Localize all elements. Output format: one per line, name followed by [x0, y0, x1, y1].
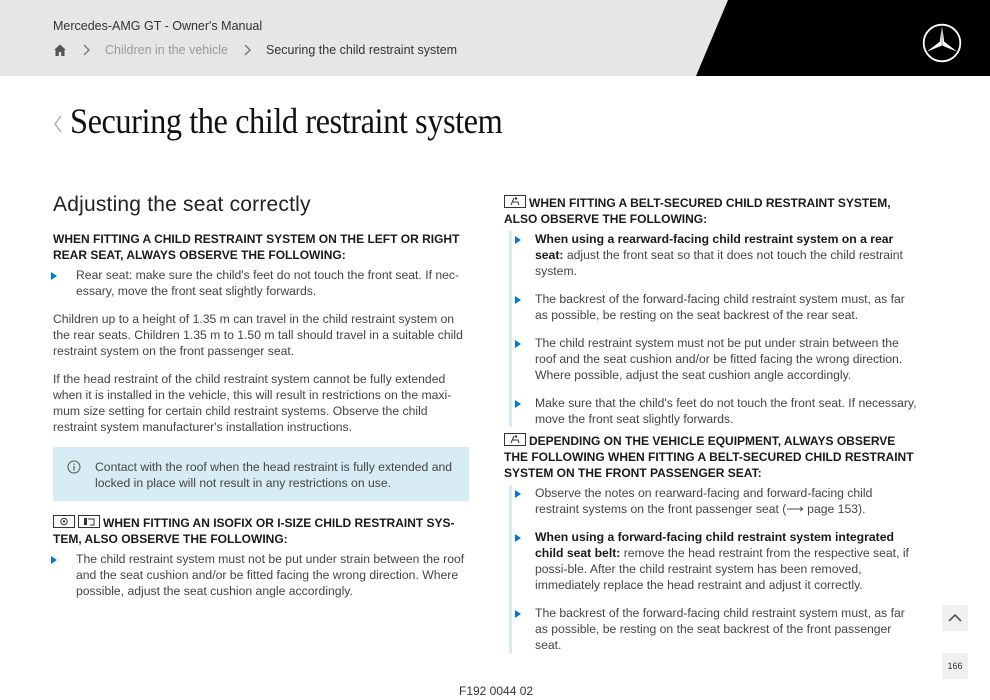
info-icon	[67, 460, 81, 474]
info-text: Contact with the roof when the head restraint is fully extended and locked in place will not result in any restrictions on use.	[95, 460, 453, 490]
bullet-arrow-icon	[51, 272, 57, 280]
belt-child-seat-symbol-icon	[504, 195, 526, 208]
list-item: The backrest of the forward-facing child restraint system must, as far as possible, be resting on the seat backrest of the front passenger seat.	[512, 605, 919, 653]
instruction-heading: WHEN FITTING A CHILD RESTRAINT SYSTEM ON THE LEFT OR RIGHT REAR SEAT, ALWAYS OBSERVE THE FOLLOWING:	[53, 232, 460, 262]
instruction-heading: WHEN FITTING AN ISOFIX OR I-SIZE CHILD RESTRAINT SYS-TEM, ALSO OBSERVE THE FOLLOWING:	[53, 516, 455, 546]
list-item: Make sure that the child's feet do not touch the front seat. If necessary, move the front seat slightly forwards.	[512, 395, 919, 427]
paragraph: Children up to a height of 1.35 m can travel in the child restraint system on the rear seats. Children 1.35 m to 1.50 m tall should travel in a suitable child restraint system on the front passenger seat.	[53, 312, 463, 358]
info-note	[53, 447, 469, 501]
page-title: Securing the child restraint system	[70, 101, 503, 141]
bullet-arrow-icon	[515, 534, 521, 542]
figure-code: F192 0044 02	[459, 684, 534, 698]
bullet-arrow-icon	[515, 296, 521, 304]
home-icon[interactable]	[53, 43, 67, 57]
bullet-arrow-icon	[515, 610, 521, 618]
list-item: Observe the notes on rearward-facing and forward-facing child restraint systems on the front passenger seat (⟶ page 153).	[512, 485, 919, 517]
scroll-to-top-button[interactable]	[942, 605, 968, 631]
instruction-heading: WHEN FITTING A BELT-SECURED CHILD RESTRAINT SYSTEM, ALSO OBSERVE THE FOLLOWING:	[504, 196, 891, 226]
chevron-right-icon	[81, 43, 93, 57]
right-column	[504, 195, 919, 653]
list-item: Rear seat: make sure the child's feet do not touch the front seat. If nec-essary, move the front seat slightly forwards.	[53, 267, 469, 299]
left-column	[53, 190, 469, 599]
list-item: The child restraint system must not be put under strain between the roof and the seat cushion and/or be fitted facing the wrong direction. Where possible, adjust the seat cushion angle accordingly.	[53, 551, 469, 599]
breadcrumb-link-children[interactable]: Children in the vehicle	[105, 43, 228, 57]
page-number-badge: 166	[942, 653, 968, 679]
instruction-list	[53, 551, 469, 599]
belt-child-seat-symbol-icon	[504, 433, 526, 446]
list-item: The backrest of the forward-facing child restraint system must, as far as possible, be resting on the seat backrest of the rear seat.	[512, 291, 919, 323]
instruction-heading: DEPENDING ON THE VEHICLE EQUIPMENT, ALWAYS OBSERVE THE FOLLOWING WHEN FITTING A BELT-SECURED CHILD RESTRAINT SYSTEM ON THE FRONT PASSENGER SEAT:	[504, 434, 914, 480]
chevron-right-icon	[242, 43, 254, 57]
bullet-arrow-icon	[51, 556, 57, 564]
isofix-symbol-icon	[53, 515, 75, 528]
instruction-list	[509, 231, 919, 427]
i-size-symbol-icon	[78, 515, 100, 528]
mercedes-star-logo[interactable]	[922, 23, 962, 63]
list-item: When using a rearward-facing child restraint system on a rear seat: adjust the front seat so that it does not touch the child restraint system.	[512, 231, 919, 279]
chevron-up-icon	[942, 605, 968, 631]
bullet-arrow-icon	[515, 400, 521, 408]
back-chevron-icon[interactable]	[52, 113, 64, 135]
section-heading: Adjusting the seat correctly	[53, 193, 311, 216]
manual-title: Mercedes-AMG GT - Owner's Manual	[53, 19, 263, 33]
list-item: The child restraint system must not be put under strain between the roof and the seat cushion and/or be fitted facing the wrong direction. Where possible, adjust the seat cushion angle accordingly.	[512, 335, 919, 383]
breadcrumb	[53, 42, 457, 58]
instruction-list	[509, 485, 919, 653]
bullet-arrow-icon	[515, 236, 521, 244]
bullet-arrow-icon	[515, 490, 521, 498]
list-item: When using a forward-facing child restraint system integrated child seat belt: remove the head restraint from the respective seat, if possi-ble. After the child restraint system has been removed, immediately replace the head restraint and adjust it correctly.	[512, 529, 919, 593]
paragraph: If the head restraint of the child restraint system cannot be fully extended when it is installed in the vehicle, this will result in restrictions on the maxi-mum size setting for certain child restraint systems. Observe the child restraint system manufacturer's installation instructions.	[53, 372, 452, 434]
bullet-arrow-icon	[515, 340, 521, 348]
breadcrumb-current: Securing the child restraint system	[266, 43, 458, 57]
instruction-list	[53, 267, 469, 299]
header-bar	[0, 0, 990, 76]
